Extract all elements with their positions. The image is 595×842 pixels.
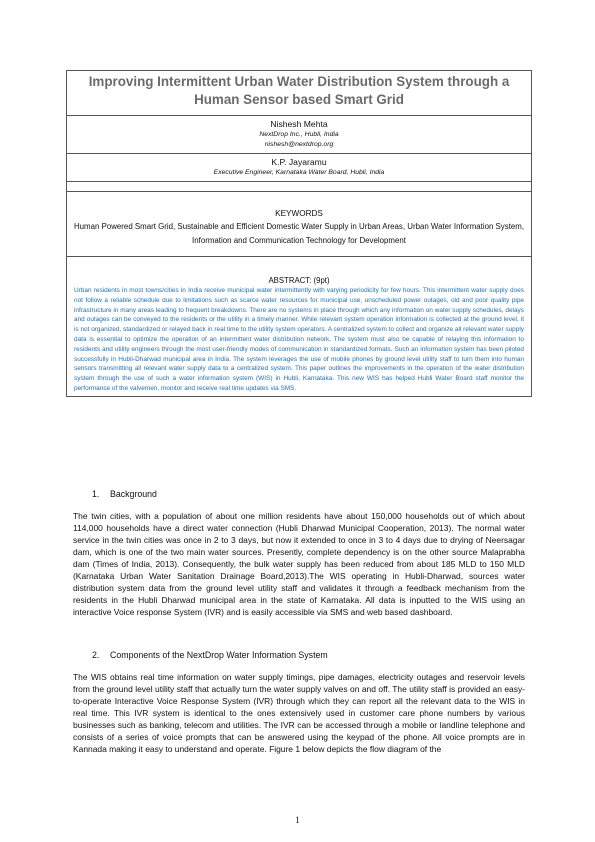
author-block-1 xyxy=(67,116,531,154)
title-block-table xyxy=(66,70,532,397)
author-affiliation: Executive Engineer, Karnataka Water Board, Hubli, India xyxy=(213,169,385,176)
keywords-block xyxy=(67,192,531,257)
abstract-block xyxy=(67,257,531,396)
paper-title: Improving Intermittent Urban Water Distribution System through a Human Sensor based Smart Grid xyxy=(67,71,531,116)
author-email: nishesh@nextdrop.org xyxy=(264,141,334,148)
section-number: 2. xyxy=(92,650,100,660)
section-paragraph: The WIS obtains real time information on water supply timings, pipe damages, electricity outages and reservoir levels from the ground level utility staff that actually turn the water supply valves on and off. The utility staff is provided an easy-to-operate Interactive Voice Response System (IVR) through which they can report all the relevant data to the WIS in real time. This IVR system is identical to the ones extensively used in customer care phone numbers by various businesses such as banking, telecom and utilities. The IVR can be accessed through a mobile or landline telephone and consists of a series of voice prompts that can be answered using the keypad of the phone. All voice prompts are in Kannada making it easy to understand and operate. Figure 1 below depicts the flow diagram of the xyxy=(73,672,525,754)
section-number: 1. xyxy=(92,489,100,499)
abstract-heading: ABSTRACT: (9pt) xyxy=(268,276,330,285)
author-name: Nishesh Mehta xyxy=(270,119,328,129)
author-name: K.P. Jayaramu xyxy=(271,157,327,167)
abstract-text: Urban residents in most towns/cities in India receive municipal water intermittently with varying periodicity for few hours. This intermittent water supply does not follow a reliable schedule due to limitations such as scarce water resources for municipal use, unscheduled power outages, old and poor quality pipe infrastructure in many areas leading to frequent breakdowns. There are no systems in place through which any information on water supply schedules, delays and outages can be conveyed to the residents or the utility in a timely manner. While relevant system operation information is collected at the ground level, it is not organized, standardized or relayed back in real time to the utility system operators. A centralized system to collect and organize all relevant water supply data is essential to optimize the operation of an intermittent water distribution network. The system must also be capable of relaying this information to residents and utility engineers through the most user-friendly modes of communication in standardized formats. Such an information system has been piloted successfully in Hubli-Dharwad municipal area in India. The system leverages the use of mobile phones by ground level utility staff to turn them into human sensors transmitting all relevant water supply data to a centralized system. This paper outlines the improvements in the operation of the water distribution system through the use of such a water information system (WIS) in Hubli, Karnataka. This new WIS has helped Hubli Water Board staff monitor the performance of the valvemen, monitor and receive real time updates via SMS. xyxy=(74,287,524,392)
section-heading-components xyxy=(92,650,328,660)
page-number: 1 xyxy=(295,815,300,825)
section-title: Background xyxy=(110,489,157,499)
empty-row xyxy=(67,182,531,192)
section-heading-background xyxy=(92,489,157,499)
author-affiliation: NextDrop Inc., Hubli, India xyxy=(259,131,339,138)
section-title: Components of the NextDrop Water Information System xyxy=(110,650,328,660)
author-block-2 xyxy=(67,154,531,182)
section-paragraph: The twin cities, with a population of about one million residents have about 150,000 households out of which about 114,000 households have a direct water connection (Hubli Dharwad Municipal Cooperation, 2013). The normal water service in the twin cities was once in 2 to 3 days, but now it extended to once in 3 to 4 days due to drying of Neersagar dam, which is one of the two main water sources. Presently, complete dependency is on the other source Malaprabha dam (Times of India, 2013). Consequently, the bulk water supply has been reduced from about 185 MLD to 150 MLD (Karnataka Urban Water Sanitation Drainage Board,2013).The WIS operating in Hubli-Dharwad, sources water distribution system data from the ground level utility staff and validates it through a feedback mechanism from the residents in the Hubli Dharwad municipal area in the state of Karnataka. All data is inputted to the WIS using an interactive Voice response System (IVR) and is easily accessible via SMS and web based dashboard. xyxy=(73,511,525,617)
keywords-heading: KEYWORDS xyxy=(275,209,323,218)
keywords-text: Human Powered Smart Grid, Sustainable and Efficient Domestic Water Supply in Urban Areas, Urban Water Information System, Information and Communication Technology for Development xyxy=(73,222,525,245)
